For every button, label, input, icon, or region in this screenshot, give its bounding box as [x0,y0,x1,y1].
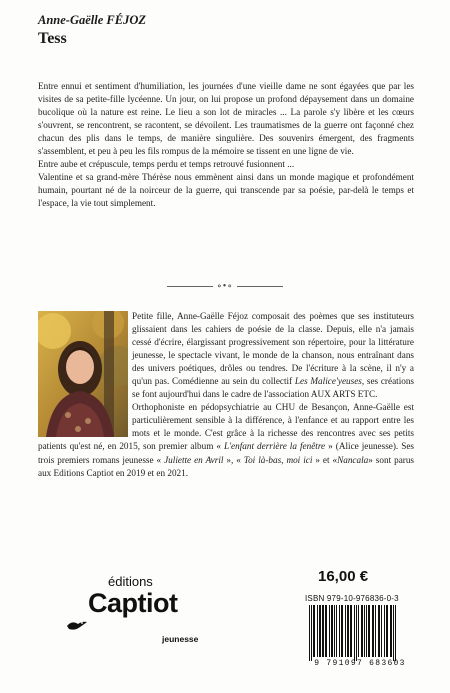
isbn: ISBN 979-10-976836-0-3 [305,594,399,603]
bio-text: » sont parus aux Editions Captiot en 2019 et en 2021. [38,454,414,478]
synopsis [38,80,414,210]
bio-text: » et « [312,454,338,465]
ornament-divider [0,281,450,292]
bird-icon [66,618,88,632]
novel-title: Toi là-bas, moi ici [243,454,313,465]
ornament-line [237,286,283,287]
ornament-glyph: ∘•∘ [216,281,234,292]
barcode [305,605,415,661]
bio-text: , ses créations se font aujourd'hui dans le cadre de l'association AUX ARTS ETC. [132,376,415,400]
author-bio [38,310,414,480]
synopsis-paragraph: Entre aube et crépuscule, temps perdu et temps retrouvé fusionnent ... [38,159,295,170]
bio-text: Petite fille, Anne-Gaëlle Féjoz composait des poèmes que ses instituteurs glissaient dans les cahiers de poésie de la classe. Depuis, elle n'a jamais cessé d'écrire, élargissant progressivement son répertoire, pour la littérature jeunesse, le spectacle vivant, le monde de la chanson, nous entraînant dans des univers poétiques, drôles ou tendres. De l'écriture à la scène, il n'y a qu'un pas. Comédienne au sein du collectif [132,311,414,387]
logo-editions: éditions [108,574,153,589]
book-title: Tess [38,30,67,47]
logo-imprint: jeunesse [162,634,199,644]
synopsis-paragraph: Entre ennui et sentiment d'humiliation, les journées d'une vieille dame ne sont égayées que par les visites de sa petite-fille lycéenne. Un jour, on lui propose un profond dépaysement dans un domaine bucolique où la nature est reine. Le lieu a son lot de miracles ... La parole s'y libère et les cœurs s'ouvrent, se rencontrent, se racontent, se dévoilent. Les traumatismes de la guerre ont façonné chez chacun des plis dans le temps, de manière singulière. Des souvenirs émergent, des fragments s'assemblent, et peu à peu les fils rompus de la mémoire se tissent en une ligne de vie. [38,81,414,157]
photo-spacer [38,310,132,436]
ornament-line [167,286,213,287]
bio-text: » (Alice jeunesse). Ses trois premiers romans jeunesse « [38,441,414,465]
barcode-digits: 9 791097 683603 [314,659,406,668]
album-title: L'enfant derrière la fenêtre [223,441,326,452]
bio-text: », « [223,454,244,465]
collective-name: Les Malice'yeuses [294,376,362,387]
novel-title: Juliette en Avril [164,454,224,465]
price: 16,00 € [318,568,369,585]
synopsis-paragraph: Valentine et sa grand-mère Thérèse nous emmènent ainsi dans un monde magique et profondément humain, pourtant né de la noirceur de la guerre, qui transcende par sa poésie, par-delà le temps et l'espace, la vie tout simplement. [38,172,414,209]
publisher-logo [66,574,216,654]
novel-title: Nancala [337,454,369,465]
author-name: Anne-Gaëlle FÉJOZ [38,13,146,27]
bio-text: Orthophoniste en pédopsychiatrie au CHU de Besançon, Anne-Gaëlle est particulièrement sensible à la différence, à l'enfance et au rapport entre les mots et le monde. C'est grâce à la richesse des rencontres avec ses petits patients qu'est né, en 2015, son premier album « [38,402,414,452]
logo-name: Captiot [88,588,178,618]
